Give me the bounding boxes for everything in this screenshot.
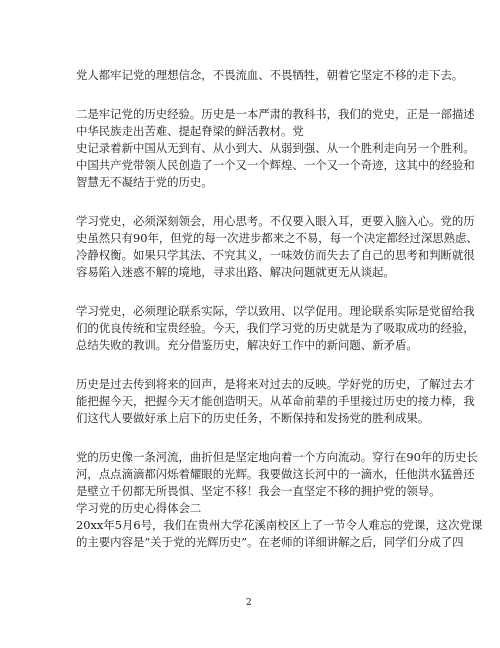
text-line: 史记录着新中国从无到有、从小到大、从弱到强、从一个胜利走向另一个胜利。 (76, 141, 475, 155)
text-line: 们这代人要做好承上启下的历史任务，不断保持和发扬党的胜利成果。 (76, 411, 430, 425)
text-line: 党人都牢记党的理想信念，不畏流血、不畏牺牲，朝着它坚定不移的走下去。 (76, 68, 464, 82)
text-line: 学习党史，必须理论联系实际，学以致用、以学促用。理论联系实际是党留给我 (76, 304, 475, 318)
text-line: 冷静权衡。如果只学其法、不究其义，一味效仿而失去了自己的思考和判断就很 (76, 248, 475, 262)
text-line: 中国共产党带领人民创造了一个又一个辉煌、一个又一个奇迹，这其中的经验和 (76, 158, 475, 172)
section-heading: 学习党的历史心得体会二 (76, 501, 202, 515)
text-line: 二是牢记党的历史经验。历史是一本严肃的教科书，我们的党史，正是一部描述 (76, 107, 475, 121)
text-line: 河，点点滴滴都闪烁着耀眼的光辉。我要做这长河中的一滴水，任他洪水猛兽还 (76, 467, 475, 481)
text-line: 是壁立千仞都无所畏惧、坚定不移！我会一直坚定不移的拥护党的领导。 (76, 484, 441, 498)
text-line: 学习党史，必须深刻领会，用心思考。不仅要入眼入耳，更要入脑入心。党的历 (76, 214, 475, 228)
text-line: 们的优良传统和宝贵经验。今天，我们学习党的历史就是为了吸取成功的经验， (76, 321, 475, 335)
text-line: 中华民族走出苦难、提起脊梁的鲜活教材。党 (76, 124, 304, 138)
text-line: 党的历史像一条河流，曲折但是坚定地向着一个方向流动。穿行在90年的历史长 (76, 450, 478, 464)
text-line: 史虽然只有90年，但党的每一次进步都来之不易，每一个决定都经过深思熟虑、 (76, 231, 478, 245)
text-line: 历史是过去传到将来的回声，是将来对过去的反映。学好党的历史，了解过去才 (76, 377, 475, 391)
text-line: 容易陷入迷惑不解的境地，寻求出路、解决问题就更无从谈起。 (76, 265, 395, 279)
text-line: 总结失败的教训。充分借鉴历史，解决好工作中的新问题、新矛盾。 (76, 338, 418, 352)
text-line: 智慧无不凝结于党的历史。 (76, 175, 213, 189)
text-line: 能把握今天，把握今天才能创造明天。从革命前辈的手里接过历史的接力棒，我 (76, 394, 475, 408)
text-line: 20xx年5月6号，我们在贵州大学花溪南校区上了一节令人难忘的党课，这次党课 (76, 518, 483, 532)
page-number: 2 (246, 598, 252, 608)
text-line: 的主要内容是“关于党的光辉历史”。在老师的详细讲解之后，同学们分成了四 (76, 535, 464, 549)
